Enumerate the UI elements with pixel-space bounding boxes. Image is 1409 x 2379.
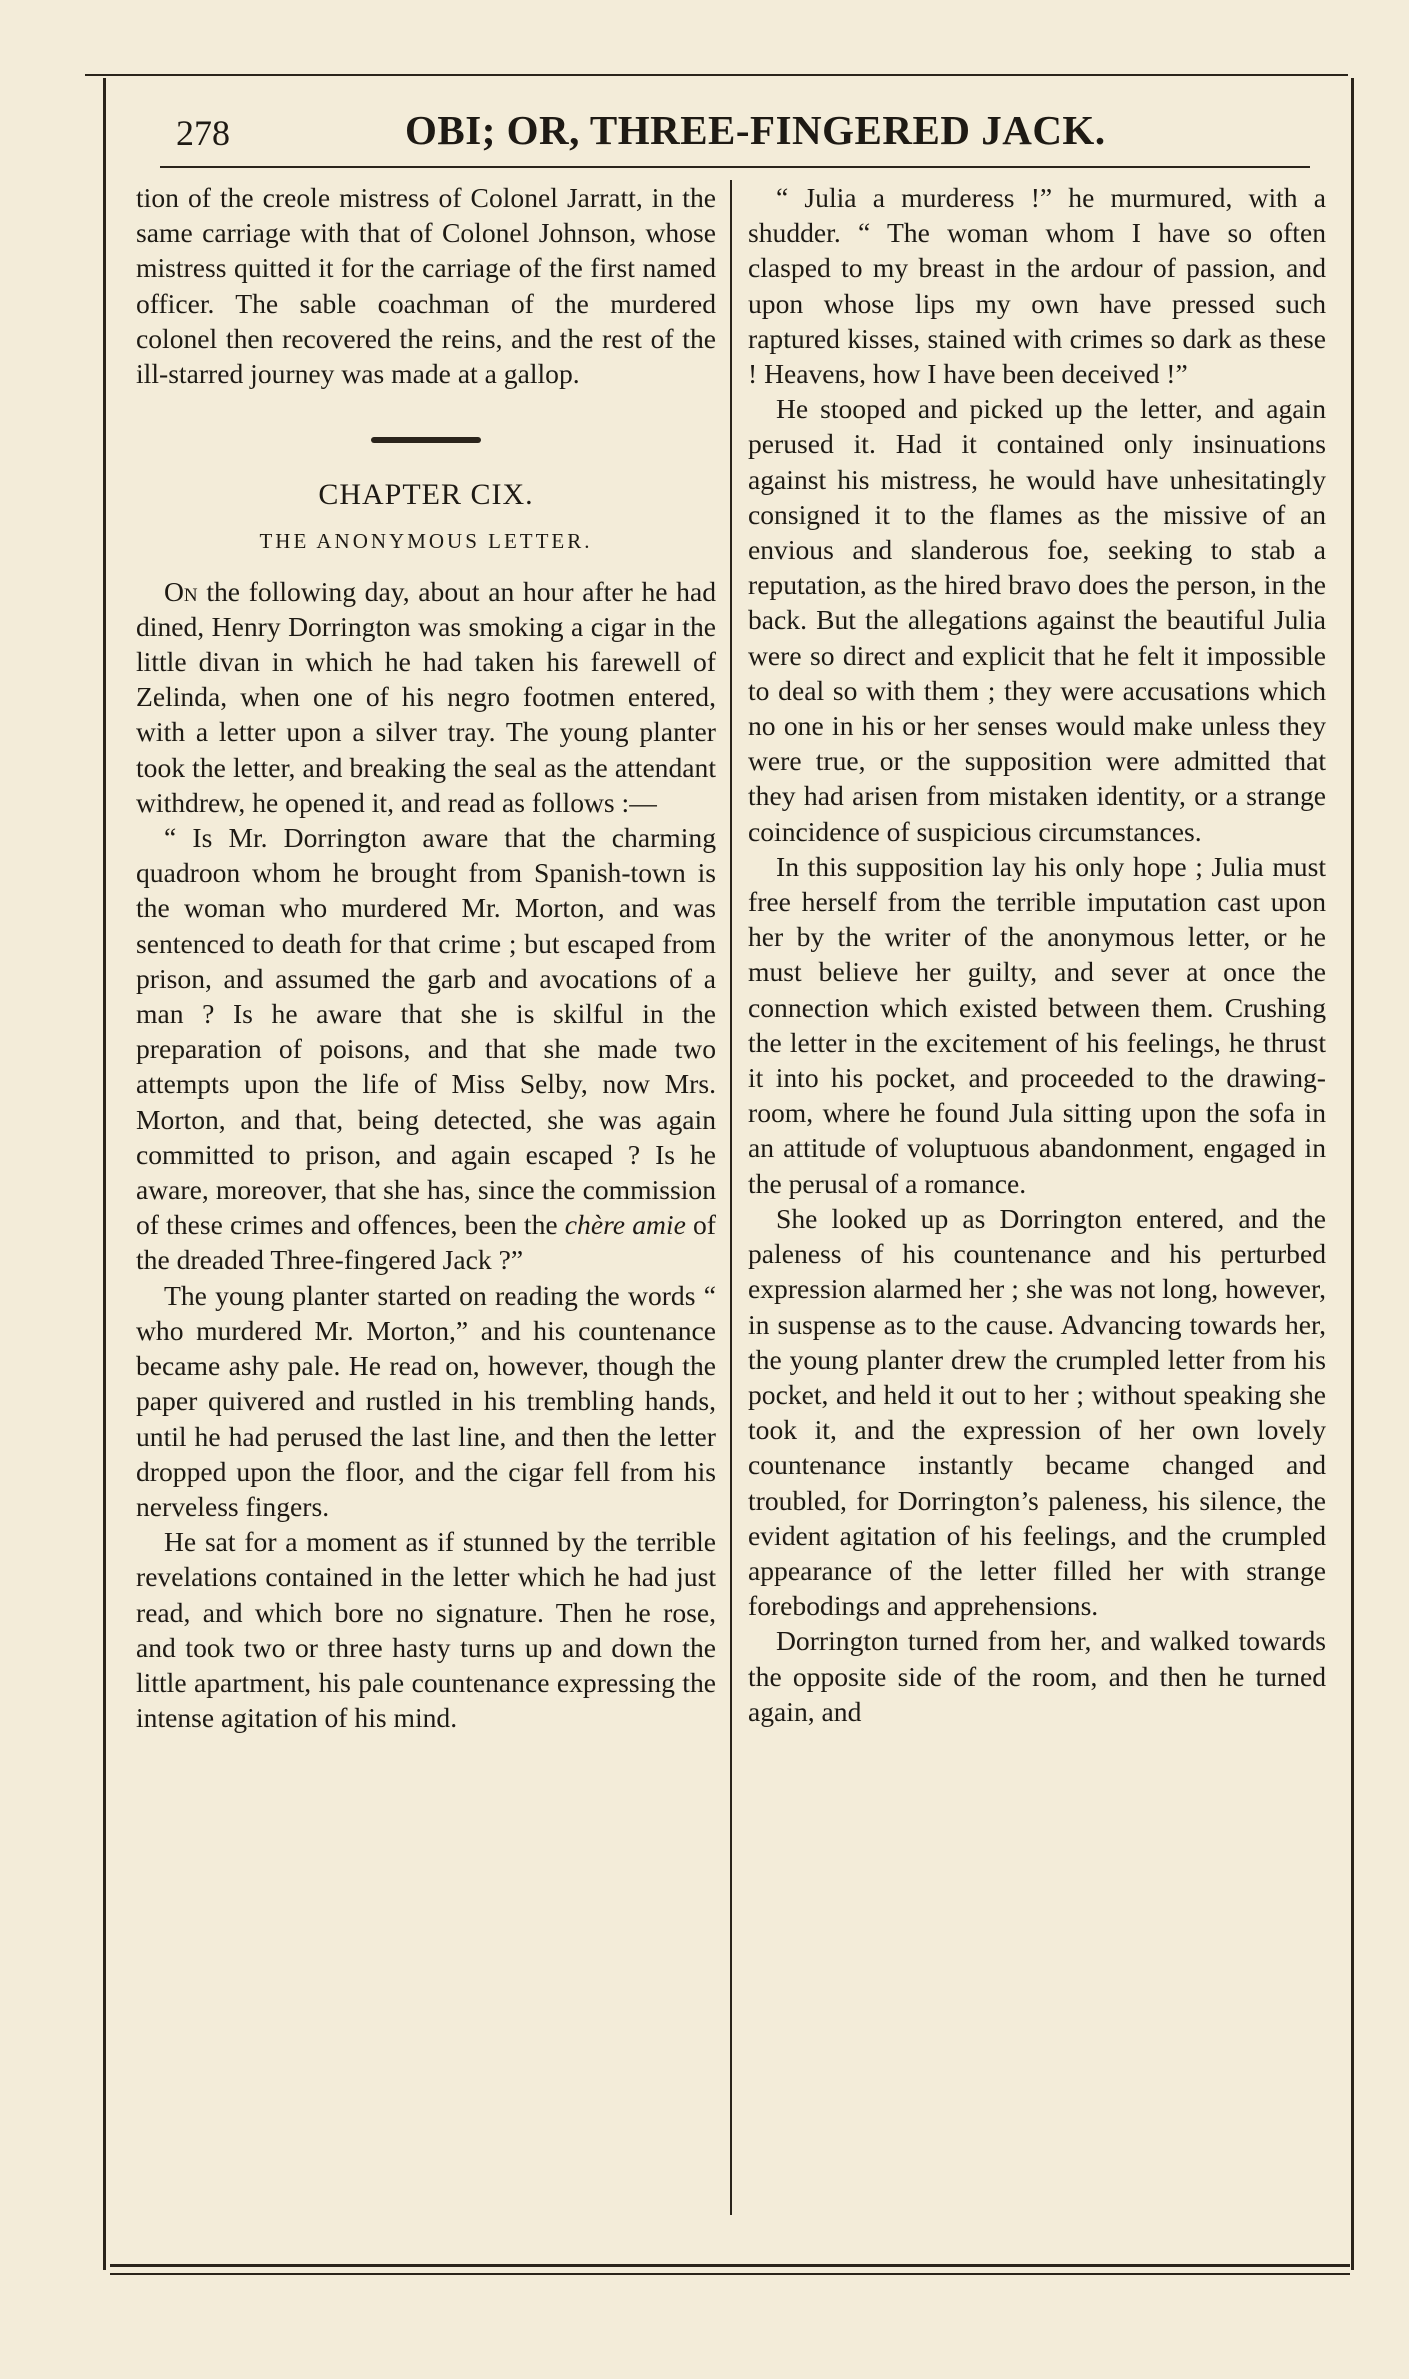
section-ornament-rule	[371, 437, 481, 443]
paragraph: The young planter started on reading the words “ who murdered Mr. Morton,” and his countenance became ashy pale. He read on, however, though the paper quivered and rustled in his trembling hands, until he had perused the last line, and then the letter dropped upon the floor, and the cigar fell from his nerveless fingers.	[136, 1279, 716, 1522]
paragraph: In this supposition lay his only hope ; Julia must free herself from the terrible imputation cast upon her by the writer of the anonymous letter, or he must believe her guilty, and sever at once the connection which existed between them. Crushing the letter in the excitement of his feelings, he thrust it into his pocket, and proceeded to the drawing-room, where he found Jula sitting upon the sofa in an attitude of voluptuous abandonment, engaged in the perusal of a romance.	[748, 850, 1326, 1199]
top-border-rule	[85, 74, 1348, 76]
paragraph: She looked up as Dorrington entered, and the paleness of his countenance and his perturbed expression alarmed her ; she was not long, however, in suspense as to the cause. Advancing towards her, the young planter drew the crumpled letter from his pocket, and held it out to her ; without speaking she took it, and the expression of her own lovely countenance instantly became changed and troubled, for Dorrington’s paleness, his silence, the evident agitation of his feelings, and the crumpled appearance of the letter filled her with strange forebodings and apprehensions.	[748, 1202, 1326, 1622]
paragraph: He sat for a moment as if stunned by the terrible revelations contained in the letter which he had just read, and which bore no signature. Then he rose, and took two or three hasty turns up and down the little apartment, his pale countenance expressing the intense agitation of his mind.	[136, 1526, 716, 1734]
paragraph: He stooped and picked up the letter, and again perused it. Had it contained only insinuations against his mistress, he would have unhesitatingly consigned it to the flames as the missive of an envious and slanderous foe, seeking to stab a reputation, as the hired bravo does the person, in the back. But the allegations against the beautiful Julia were so direct and explicit that he felt it impossible to deal so with them ; they were accusations which no one in his or her senses would make unless they were true, or the supposition were admitted that they had arisen from mistaken identity, or a strange coincidence of suspicious circumstances.	[748, 393, 1326, 847]
letter-quote	[136, 820, 716, 1278]
paragraph: tion of the creole mistress of Colonel Jarratt, in the same carriage with that of Colonel Johnson, whose mistress quitted it for the carriage of the first named officer. The sable coachman of the murdered colonel then recovered the reins, and the rest of the ill-starred journey was made at a gallop.	[136, 182, 716, 390]
bottom-border-rule	[110, 2264, 1350, 2275]
running-title: OBI; OR, THREE-FINGERED JACK.	[405, 107, 1106, 153]
paragraph: Dorrington turned from her, and walked towards the opposite side of the room, and then he turned again, and	[748, 1625, 1326, 1727]
column-divider	[730, 180, 732, 2215]
letter-text-end: of the dreaded Three-fingered Jack ?”	[136, 1209, 716, 1276]
chapter-heading: CHAPTER CIX.	[318, 478, 534, 512]
page-number: 278	[176, 113, 230, 153]
paragraph	[136, 574, 716, 820]
letter-text: “ Is Mr. Dorrington aware that the charming quadroon whom he brought from Spanish-town is the woman who murdered Mr. Morton, and was sentenced to death for that crime ; but escaped from prison, and assumed the garb and avocations of a man ? Is he aware that she is skilful in the preparation of poisons, and that she made two attempts upon the life of Miss Selby, now Mrs. Morton, and that, being detected, she was again committed to prison, and again escaped ? Is he aware, moreover, that she has, since the commission of these crimes and offences, been the	[136, 822, 716, 1241]
paragraph-text: the following day, about an hour after he had dined, Henry Dorrington was smoking a cigar in the little divan in which he had taken his farewell of Zelinda, when one of his negro footmen entered, with a letter upon a silver tray. The young planter took the letter, and breaking the seal as the attendant withdrew, he opened it, and read as follows :—	[136, 575, 716, 818]
chapter-subtitle: THE ANONYMOUS LETTER.	[259, 529, 593, 554]
header-rule	[160, 166, 1310, 168]
letter-italic-phrase: chère amie	[564, 1209, 686, 1241]
paragraph: “ Julia a murderess !” he murmured, with a shudder. “ The woman whom I have so often clasped to my breast in the ardour of passion, and upon whose lips my own have pressed such raptured kisses, stained with crimes so dark as these ! Heavens, how I have been deceived !”	[748, 182, 1326, 390]
opening-word: On	[164, 575, 198, 607]
left-column	[136, 180, 716, 1735]
right-column	[748, 180, 1326, 1729]
